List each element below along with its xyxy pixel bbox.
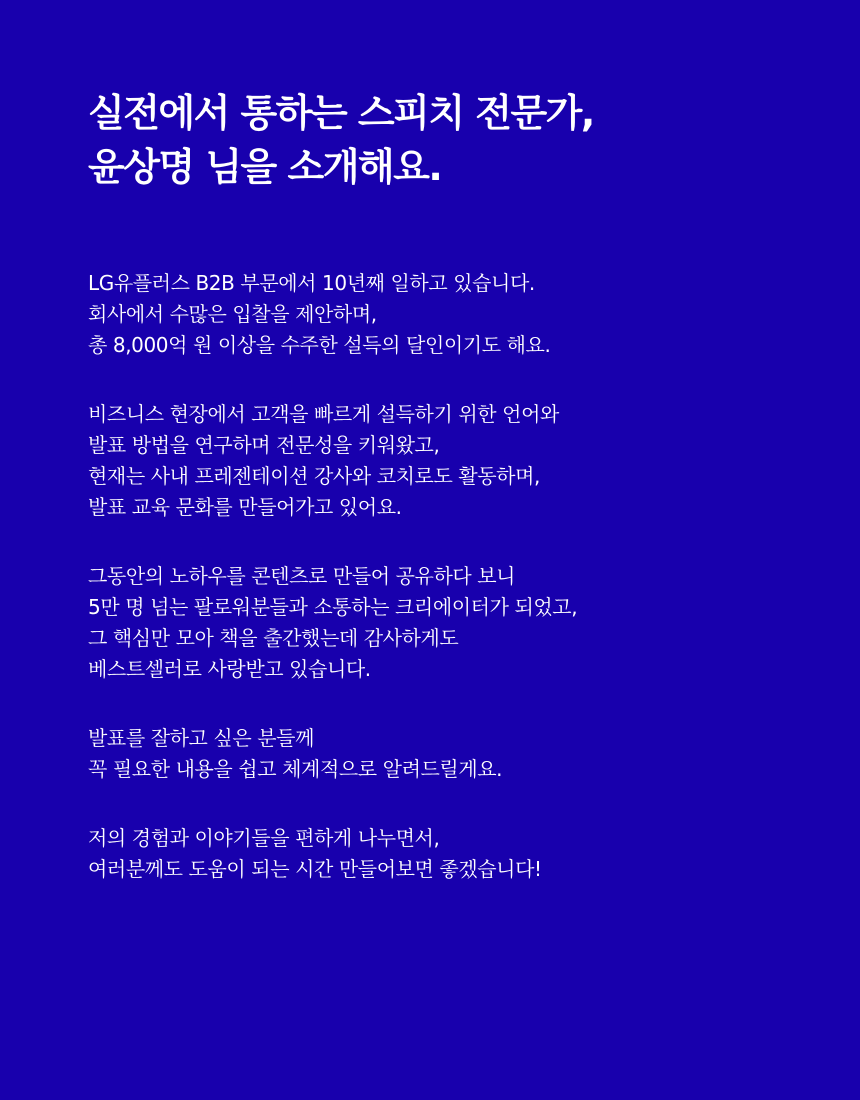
text-line: 총 8,000억 원 이상을 수주한 설득의 달인이기도 해요. (88, 333, 551, 357)
paragraph-closing (88, 823, 860, 885)
paragraph-career (88, 268, 860, 361)
paragraph-expertise (88, 399, 860, 523)
page-title (88, 86, 860, 194)
text-line: 발표를 잘하고 싶은 분들께 (88, 726, 314, 750)
text-line: 여러분께도 도움이 되는 시간 만들어보면 좋겠습니다! (88, 857, 542, 881)
text-line: 5만 명 넘는 팔로워분들과 소통하는 크리에이터가 되었고, (88, 595, 578, 619)
text-line: 발표 방법을 연구하며 전문성을 키워왔고, (88, 433, 440, 457)
title-line: 실전에서 통하는 스피치 전문가, (88, 91, 594, 135)
paragraph-creator (88, 561, 860, 685)
text-line: 비즈니스 현장에서 고객을 빠르게 설득하기 위한 언어와 (88, 402, 559, 426)
text-line: 저의 경험과 이야기들을 편하게 나누면서, (88, 826, 440, 850)
text-line: 그 핵심만 모아 책을 출간했는데 감사하게도 (88, 626, 459, 650)
paragraph-promise (88, 723, 860, 785)
text-line: 꼭 필요한 내용을 쉽고 체계적으로 알려드릴게요. (88, 757, 503, 781)
text-line: 현재는 사내 프레젠테이션 강사와 코치로도 활동하며, (88, 464, 540, 488)
text-line: 발표 교육 문화를 만들어가고 있어요. (88, 495, 402, 519)
text-line: 회사에서 수많은 입찰을 제안하며, (88, 302, 377, 326)
text-line: 베스트셀러로 사랑받고 있습니다. (88, 657, 371, 681)
intro-body (88, 268, 860, 885)
text-line: 그동안의 노하우를 콘텐츠로 만들어 공유하다 보니 (88, 564, 516, 588)
title-line: 윤상명 님을 소개해요. (88, 145, 442, 189)
text-line: LG유플러스 B2B 부문에서 10년째 일하고 있습니다. (88, 271, 535, 295)
